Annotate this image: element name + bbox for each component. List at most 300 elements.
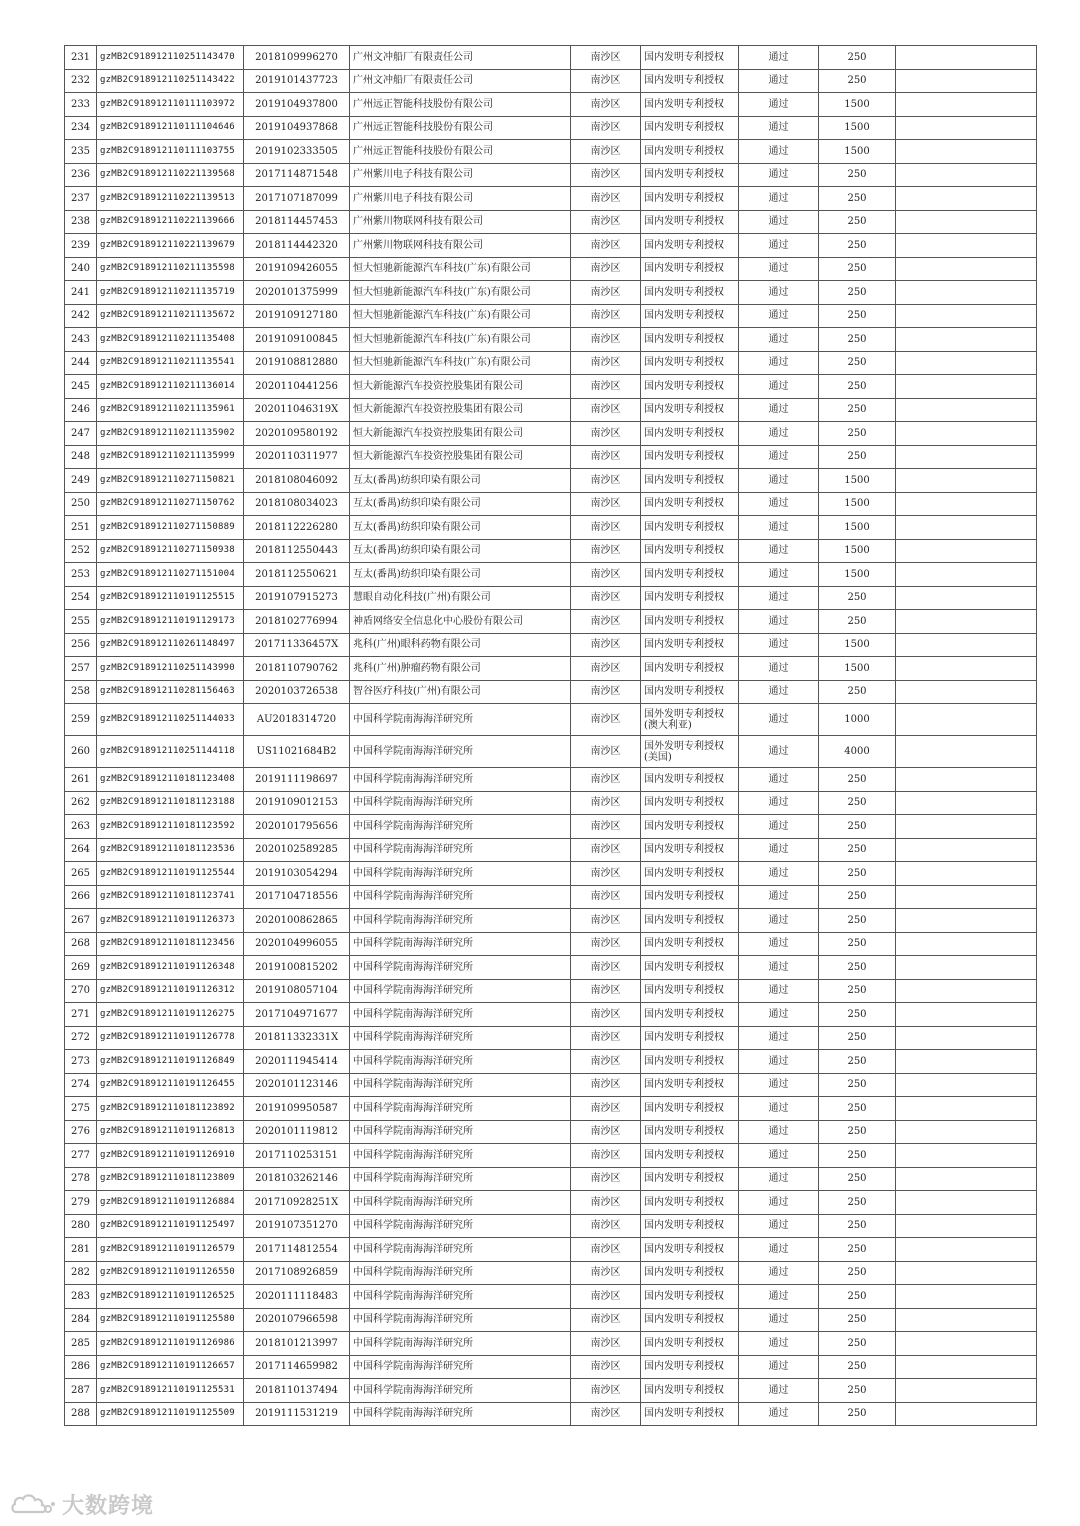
review-result-cell: 通过 bbox=[739, 1144, 819, 1168]
award-amount-cell: 250 bbox=[819, 1073, 896, 1097]
row-number-cell: 239 bbox=[65, 234, 97, 258]
row-number-cell: 255 bbox=[65, 610, 97, 634]
district-cell: 南沙区 bbox=[571, 1285, 641, 1309]
patent-number-cell: 2019100815202 bbox=[244, 956, 350, 980]
award-type-cell: 国内发明专利授权 bbox=[641, 1332, 739, 1356]
patent-number-cell: 2019109426055 bbox=[244, 257, 350, 281]
company-name-cell: 广州远正智能科技股份有限公司 bbox=[350, 116, 571, 140]
table-row bbox=[65, 736, 1037, 768]
row-number-cell: 287 bbox=[65, 1379, 97, 1403]
award-amount-cell: 250 bbox=[819, 1379, 896, 1403]
table-row bbox=[65, 563, 1037, 587]
award-amount-cell: 1500 bbox=[819, 563, 896, 587]
award-type-cell: 国外发明专利授权(澳大利亚) bbox=[641, 704, 739, 736]
application-code-cell: gzMB2C918912110191125544 bbox=[97, 862, 244, 886]
remarks-cell bbox=[896, 1214, 1037, 1238]
district-cell: 南沙区 bbox=[571, 140, 641, 164]
application-code-cell: gzMB2C918912110271151004 bbox=[97, 563, 244, 587]
patent-number-cell: 2018114457453 bbox=[244, 210, 350, 234]
district-cell: 南沙区 bbox=[571, 1120, 641, 1144]
award-amount-cell: 250 bbox=[819, 1167, 896, 1191]
review-result-cell: 通过 bbox=[739, 1167, 819, 1191]
application-code-cell: gzMB2C918912110191126657 bbox=[97, 1355, 244, 1379]
award-type-cell: 国内发明专利授权 bbox=[641, 93, 739, 117]
review-result-cell: 通过 bbox=[739, 1238, 819, 1262]
review-result-cell: 通过 bbox=[739, 1003, 819, 1027]
table-row bbox=[65, 93, 1037, 117]
patent-award-table bbox=[64, 45, 1037, 1426]
company-name-cell: 慧眼自动化科技(广州)有限公司 bbox=[350, 586, 571, 610]
district-cell: 南沙区 bbox=[571, 610, 641, 634]
remarks-cell bbox=[896, 563, 1037, 587]
award-type-cell: 国内发明专利授权 bbox=[641, 791, 739, 815]
review-result-cell: 通过 bbox=[739, 469, 819, 493]
award-type-cell: 国内发明专利授权 bbox=[641, 885, 739, 909]
award-amount-cell: 250 bbox=[819, 1144, 896, 1168]
award-type-cell: 国内发明专利授权 bbox=[641, 1050, 739, 1074]
district-cell: 南沙区 bbox=[571, 791, 641, 815]
row-number-cell: 280 bbox=[65, 1214, 97, 1238]
remarks-cell bbox=[896, 704, 1037, 736]
award-type-cell: 国内发明专利授权 bbox=[641, 768, 739, 792]
award-type-cell: 国内发明专利授权 bbox=[641, 1379, 739, 1403]
award-amount-cell: 250 bbox=[819, 210, 896, 234]
remarks-cell bbox=[896, 1073, 1037, 1097]
table-row bbox=[65, 69, 1037, 93]
table-row bbox=[65, 445, 1037, 469]
award-amount-cell: 250 bbox=[819, 610, 896, 634]
award-amount-cell: 250 bbox=[819, 1285, 896, 1309]
patent-number-cell: 2017114871548 bbox=[244, 163, 350, 187]
remarks-cell bbox=[896, 1402, 1037, 1426]
company-name-cell: 中国科学院南海海洋研究所 bbox=[350, 838, 571, 862]
review-result-cell: 通过 bbox=[739, 633, 819, 657]
row-number-cell: 251 bbox=[65, 516, 97, 540]
application-code-cell: gzMB2C918912110111104646 bbox=[97, 116, 244, 140]
award-type-cell: 国内发明专利授权 bbox=[641, 445, 739, 469]
patent-number-cell: 202011046319X bbox=[244, 398, 350, 422]
patent-number-cell: 2020111945414 bbox=[244, 1050, 350, 1074]
review-result-cell: 通过 bbox=[739, 492, 819, 516]
company-name-cell: 互太(番禺)纺织印染有限公司 bbox=[350, 563, 571, 587]
company-name-cell: 中国科学院南海海洋研究所 bbox=[350, 956, 571, 980]
application-code-cell: gzMB2C918912110271150762 bbox=[97, 492, 244, 516]
remarks-cell bbox=[896, 838, 1037, 862]
review-result-cell: 通过 bbox=[739, 680, 819, 704]
table-row bbox=[65, 838, 1037, 862]
patent-number-cell: 2018109996270 bbox=[244, 46, 350, 70]
review-result-cell: 通过 bbox=[739, 657, 819, 681]
application-code-cell: gzMB2C918912110191126579 bbox=[97, 1238, 244, 1262]
district-cell: 南沙区 bbox=[571, 932, 641, 956]
application-code-cell: gzMB2C918912110221139679 bbox=[97, 234, 244, 258]
award-amount-cell: 250 bbox=[819, 1261, 896, 1285]
award-amount-cell: 1500 bbox=[819, 633, 896, 657]
table-row bbox=[65, 1120, 1037, 1144]
remarks-cell bbox=[896, 657, 1037, 681]
award-type-cell: 国内发明专利授权 bbox=[641, 69, 739, 93]
award-amount-cell: 250 bbox=[819, 956, 896, 980]
award-type-cell: 国内发明专利授权 bbox=[641, 234, 739, 258]
patent-number-cell: 2020103726538 bbox=[244, 680, 350, 704]
review-result-cell: 通过 bbox=[739, 1261, 819, 1285]
row-number-cell: 234 bbox=[65, 116, 97, 140]
remarks-cell bbox=[896, 46, 1037, 70]
award-type-cell: 国内发明专利授权 bbox=[641, 586, 739, 610]
company-name-cell: 中国科学院南海海洋研究所 bbox=[350, 815, 571, 839]
district-cell: 南沙区 bbox=[571, 586, 641, 610]
remarks-cell bbox=[896, 815, 1037, 839]
table-row bbox=[65, 1238, 1037, 1262]
award-type-cell: 国内发明专利授权 bbox=[641, 116, 739, 140]
award-amount-cell: 250 bbox=[819, 885, 896, 909]
remarks-cell bbox=[896, 885, 1037, 909]
table-row bbox=[65, 956, 1037, 980]
row-number-cell: 266 bbox=[65, 885, 97, 909]
row-number-cell: 235 bbox=[65, 140, 97, 164]
award-amount-cell: 250 bbox=[819, 1355, 896, 1379]
row-number-cell: 246 bbox=[65, 398, 97, 422]
application-code-cell: gzMB2C918912110251143470 bbox=[97, 46, 244, 70]
company-name-cell: 恒大新能源汽车投资控股集团有限公司 bbox=[350, 445, 571, 469]
award-amount-cell: 250 bbox=[819, 1097, 896, 1121]
row-number-cell: 232 bbox=[65, 69, 97, 93]
review-result-cell: 通过 bbox=[739, 398, 819, 422]
row-number-cell: 283 bbox=[65, 1285, 97, 1309]
award-amount-cell: 250 bbox=[819, 768, 896, 792]
patent-number-cell: 2018112550621 bbox=[244, 563, 350, 587]
row-number-cell: 275 bbox=[65, 1097, 97, 1121]
patent-number-cell: 2020110441256 bbox=[244, 375, 350, 399]
award-type-cell: 国内发明专利授权 bbox=[641, 492, 739, 516]
table-row bbox=[65, 586, 1037, 610]
patent-number-cell: 2020110311977 bbox=[244, 445, 350, 469]
patent-number-cell: 2018103262146 bbox=[244, 1167, 350, 1191]
remarks-cell bbox=[896, 736, 1037, 768]
award-type-cell: 国内发明专利授权 bbox=[641, 1308, 739, 1332]
company-name-cell: 中国科学院南海海洋研究所 bbox=[350, 768, 571, 792]
remarks-cell bbox=[896, 398, 1037, 422]
table-row bbox=[65, 469, 1037, 493]
company-name-cell: 恒大新能源汽车投资控股集团有限公司 bbox=[350, 398, 571, 422]
district-cell: 南沙区 bbox=[571, 736, 641, 768]
patent-number-cell: 2018110137494 bbox=[244, 1379, 350, 1403]
table-row bbox=[65, 304, 1037, 328]
patent-number-cell: 2019108057104 bbox=[244, 979, 350, 1003]
table-row bbox=[65, 163, 1037, 187]
row-number-cell: 245 bbox=[65, 375, 97, 399]
table-row bbox=[65, 1379, 1037, 1403]
district-cell: 南沙区 bbox=[571, 704, 641, 736]
remarks-cell bbox=[896, 281, 1037, 305]
district-cell: 南沙区 bbox=[571, 1097, 641, 1121]
remarks-cell bbox=[896, 140, 1037, 164]
award-amount-cell: 250 bbox=[819, 257, 896, 281]
remarks-cell bbox=[896, 586, 1037, 610]
company-name-cell: 神盾网络安全信息化中心股份有限公司 bbox=[350, 610, 571, 634]
review-result-cell: 通过 bbox=[739, 422, 819, 446]
remarks-cell bbox=[896, 1238, 1037, 1262]
application-code-cell: gzMB2C918912110191126884 bbox=[97, 1191, 244, 1215]
row-number-cell: 273 bbox=[65, 1050, 97, 1074]
company-name-cell: 广州远正智能科技股份有限公司 bbox=[350, 93, 571, 117]
award-amount-cell: 1500 bbox=[819, 93, 896, 117]
company-name-cell: 中国科学院南海海洋研究所 bbox=[350, 736, 571, 768]
application-code-cell: gzMB2C918912110111103972 bbox=[97, 93, 244, 117]
district-cell: 南沙区 bbox=[571, 69, 641, 93]
award-type-cell: 国内发明专利授权 bbox=[641, 1097, 739, 1121]
application-code-cell: gzMB2C918912110191126525 bbox=[97, 1285, 244, 1309]
company-name-cell: 广州紫川电子科技有限公司 bbox=[350, 163, 571, 187]
application-code-cell: gzMB2C918912110221139513 bbox=[97, 187, 244, 211]
row-number-cell: 264 bbox=[65, 838, 97, 862]
award-type-cell: 国内发明专利授权 bbox=[641, 46, 739, 70]
district-cell: 南沙区 bbox=[571, 909, 641, 933]
table-row bbox=[65, 116, 1037, 140]
remarks-cell bbox=[896, 445, 1037, 469]
award-type-cell: 国内发明专利授权 bbox=[641, 1238, 739, 1262]
remarks-cell bbox=[896, 680, 1037, 704]
award-amount-cell: 250 bbox=[819, 1214, 896, 1238]
table-row bbox=[65, 140, 1037, 164]
table-row bbox=[65, 1144, 1037, 1168]
district-cell: 南沙区 bbox=[571, 116, 641, 140]
review-result-cell: 通过 bbox=[739, 885, 819, 909]
application-code-cell: gzMB2C918912110191126986 bbox=[97, 1332, 244, 1356]
district-cell: 南沙区 bbox=[571, 956, 641, 980]
cloud-logo-icon bbox=[10, 1492, 56, 1518]
table-row bbox=[65, 1003, 1037, 1027]
row-number-cell: 253 bbox=[65, 563, 97, 587]
award-amount-cell: 250 bbox=[819, 46, 896, 70]
application-code-cell: gzMB2C918912110191125515 bbox=[97, 586, 244, 610]
district-cell: 南沙区 bbox=[571, 46, 641, 70]
award-amount-cell: 250 bbox=[819, 586, 896, 610]
application-code-cell: gzMB2C918912110181123892 bbox=[97, 1097, 244, 1121]
remarks-cell bbox=[896, 163, 1037, 187]
application-code-cell: gzMB2C918912110211135902 bbox=[97, 422, 244, 446]
row-number-cell: 277 bbox=[65, 1144, 97, 1168]
patent-number-cell: 2018112550443 bbox=[244, 539, 350, 563]
review-result-cell: 通过 bbox=[739, 1332, 819, 1356]
company-name-cell: 恒大新能源汽车投资控股集团有限公司 bbox=[350, 375, 571, 399]
district-cell: 南沙区 bbox=[571, 1214, 641, 1238]
row-number-cell: 240 bbox=[65, 257, 97, 281]
review-result-cell: 通过 bbox=[739, 586, 819, 610]
award-amount-cell: 1500 bbox=[819, 516, 896, 540]
remarks-cell bbox=[896, 633, 1037, 657]
row-number-cell: 263 bbox=[65, 815, 97, 839]
company-name-cell: 兆科(广州)肿瘤药物有限公司 bbox=[350, 657, 571, 681]
award-type-cell: 国内发明专利授权 bbox=[641, 909, 739, 933]
company-name-cell: 中国科学院南海海洋研究所 bbox=[350, 1308, 571, 1332]
application-code-cell: gzMB2C918912110191126910 bbox=[97, 1144, 244, 1168]
application-code-cell: gzMB2C918912110211135961 bbox=[97, 398, 244, 422]
district-cell: 南沙区 bbox=[571, 1144, 641, 1168]
row-number-cell: 269 bbox=[65, 956, 97, 980]
award-type-cell: 国内发明专利授权 bbox=[641, 304, 739, 328]
application-code-cell: gzMB2C918912110191125509 bbox=[97, 1402, 244, 1426]
company-name-cell: 中国科学院南海海洋研究所 bbox=[350, 1144, 571, 1168]
table-row bbox=[65, 704, 1037, 736]
award-type-cell: 国内发明专利授权 bbox=[641, 140, 739, 164]
award-amount-cell: 250 bbox=[819, 1332, 896, 1356]
remarks-cell bbox=[896, 422, 1037, 446]
review-result-cell: 通过 bbox=[739, 281, 819, 305]
award-amount-cell: 250 bbox=[819, 69, 896, 93]
application-code-cell: gzMB2C918912110191126373 bbox=[97, 909, 244, 933]
review-result-cell: 通过 bbox=[739, 304, 819, 328]
award-type-cell: 国内发明专利授权 bbox=[641, 375, 739, 399]
review-result-cell: 通过 bbox=[739, 838, 819, 862]
award-amount-cell: 1500 bbox=[819, 140, 896, 164]
company-name-cell: 智谷医疗科技(广州)有限公司 bbox=[350, 680, 571, 704]
district-cell: 南沙区 bbox=[571, 815, 641, 839]
patent-number-cell: 2020107966598 bbox=[244, 1308, 350, 1332]
table-row bbox=[65, 398, 1037, 422]
application-code-cell: gzMB2C918912110221139666 bbox=[97, 210, 244, 234]
table-row bbox=[65, 1191, 1037, 1215]
award-type-cell: 国内发明专利授权 bbox=[641, 1402, 739, 1426]
award-type-cell: 国内发明专利授权 bbox=[641, 281, 739, 305]
application-code-cell: gzMB2C918912110191126813 bbox=[97, 1120, 244, 1144]
table-row bbox=[65, 187, 1037, 211]
award-type-cell: 国内发明专利授权 bbox=[641, 1003, 739, 1027]
review-result-cell: 通过 bbox=[739, 234, 819, 258]
company-name-cell: 恒大恒驰新能源汽车科技(广东)有限公司 bbox=[350, 304, 571, 328]
company-name-cell: 中国科学院南海海洋研究所 bbox=[350, 1238, 571, 1262]
district-cell: 南沙区 bbox=[571, 257, 641, 281]
application-code-cell: gzMB2C918912110211136014 bbox=[97, 375, 244, 399]
application-code-cell: gzMB2C918912110181123408 bbox=[97, 768, 244, 792]
row-number-cell: 238 bbox=[65, 210, 97, 234]
remarks-cell bbox=[896, 979, 1037, 1003]
award-amount-cell: 4000 bbox=[819, 736, 896, 768]
district-cell: 南沙区 bbox=[571, 281, 641, 305]
table-row bbox=[65, 1308, 1037, 1332]
row-number-cell: 259 bbox=[65, 704, 97, 736]
award-amount-cell: 250 bbox=[819, 422, 896, 446]
patent-number-cell: 2019111198697 bbox=[244, 768, 350, 792]
company-name-cell: 中国科学院南海海洋研究所 bbox=[350, 1167, 571, 1191]
award-amount-cell: 250 bbox=[819, 351, 896, 375]
patent-number-cell: 2019111531219 bbox=[244, 1402, 350, 1426]
row-number-cell: 248 bbox=[65, 445, 97, 469]
award-amount-cell: 250 bbox=[819, 979, 896, 1003]
award-amount-cell: 1000 bbox=[819, 704, 896, 736]
review-result-cell: 通过 bbox=[739, 163, 819, 187]
company-name-cell: 中国科学院南海海洋研究所 bbox=[350, 1402, 571, 1426]
patent-number-cell: 2020102589285 bbox=[244, 838, 350, 862]
remarks-cell bbox=[896, 768, 1037, 792]
company-name-cell: 中国科学院南海海洋研究所 bbox=[350, 1261, 571, 1285]
review-result-cell: 通过 bbox=[739, 1191, 819, 1215]
review-result-cell: 通过 bbox=[739, 257, 819, 281]
company-name-cell: 中国科学院南海海洋研究所 bbox=[350, 932, 571, 956]
company-name-cell: 中国科学院南海海洋研究所 bbox=[350, 1073, 571, 1097]
district-cell: 南沙区 bbox=[571, 1191, 641, 1215]
company-name-cell: 互太(番禺)纺织印染有限公司 bbox=[350, 469, 571, 493]
company-name-cell: 中国科学院南海海洋研究所 bbox=[350, 1191, 571, 1215]
award-type-cell: 国内发明专利授权 bbox=[641, 657, 739, 681]
award-type-cell: 国内发明专利授权 bbox=[641, 1214, 739, 1238]
table-row bbox=[65, 351, 1037, 375]
application-code-cell: gzMB2C918912110271150938 bbox=[97, 539, 244, 563]
remarks-cell bbox=[896, 1308, 1037, 1332]
award-amount-cell: 250 bbox=[819, 1308, 896, 1332]
award-type-cell: 国内发明专利授权 bbox=[641, 680, 739, 704]
table-body bbox=[65, 46, 1037, 1426]
review-result-cell: 通过 bbox=[739, 736, 819, 768]
award-type-cell: 国内发明专利授权 bbox=[641, 979, 739, 1003]
award-amount-cell: 1500 bbox=[819, 657, 896, 681]
remarks-cell bbox=[896, 1120, 1037, 1144]
patent-number-cell: 2019109127180 bbox=[244, 304, 350, 328]
award-type-cell: 国内发明专利授权 bbox=[641, 815, 739, 839]
review-result-cell: 通过 bbox=[739, 956, 819, 980]
remarks-cell bbox=[896, 257, 1037, 281]
award-type-cell: 国内发明专利授权 bbox=[641, 398, 739, 422]
watermark-text: 大数跨境 bbox=[62, 1494, 155, 1519]
application-code-cell: gzMB2C918912110181123809 bbox=[97, 1167, 244, 1191]
table-row bbox=[65, 633, 1037, 657]
application-code-cell: gzMB2C918912110211135999 bbox=[97, 445, 244, 469]
remarks-cell bbox=[896, 351, 1037, 375]
patent-number-cell: 2018101213997 bbox=[244, 1332, 350, 1356]
award-type-cell: 国内发明专利授权 bbox=[641, 633, 739, 657]
application-code-cell: gzMB2C918912110191126455 bbox=[97, 1073, 244, 1097]
district-cell: 南沙区 bbox=[571, 680, 641, 704]
patent-number-cell: 2017114659982 bbox=[244, 1355, 350, 1379]
remarks-cell bbox=[896, 328, 1037, 352]
application-code-cell: gzMB2C918912110251143990 bbox=[97, 657, 244, 681]
row-number-cell: 237 bbox=[65, 187, 97, 211]
company-name-cell: 中国科学院南海海洋研究所 bbox=[350, 862, 571, 886]
award-type-cell: 国内发明专利授权 bbox=[641, 351, 739, 375]
remarks-cell bbox=[896, 492, 1037, 516]
district-cell: 南沙区 bbox=[571, 187, 641, 211]
application-code-cell: gzMB2C918912110261148497 bbox=[97, 633, 244, 657]
review-result-cell: 通过 bbox=[739, 563, 819, 587]
company-name-cell: 广州远正智能科技股份有限公司 bbox=[350, 140, 571, 164]
application-code-cell: gzMB2C918912110251143422 bbox=[97, 69, 244, 93]
award-type-cell: 国内发明专利授权 bbox=[641, 1355, 739, 1379]
remarks-cell bbox=[896, 375, 1037, 399]
review-result-cell: 通过 bbox=[739, 375, 819, 399]
patent-number-cell: 2020101795656 bbox=[244, 815, 350, 839]
row-number-cell: 279 bbox=[65, 1191, 97, 1215]
table-row bbox=[65, 1073, 1037, 1097]
remarks-cell bbox=[896, 1285, 1037, 1309]
award-amount-cell: 250 bbox=[819, 932, 896, 956]
review-result-cell: 通过 bbox=[739, 46, 819, 70]
patent-number-cell: 201710928251X bbox=[244, 1191, 350, 1215]
district-cell: 南沙区 bbox=[571, 885, 641, 909]
row-number-cell: 256 bbox=[65, 633, 97, 657]
district-cell: 南沙区 bbox=[571, 469, 641, 493]
application-code-cell: gzMB2C918912110181123456 bbox=[97, 932, 244, 956]
award-type-cell: 国内发明专利授权 bbox=[641, 1073, 739, 1097]
patent-number-cell: 2019107351270 bbox=[244, 1214, 350, 1238]
company-name-cell: 互太(番禺)纺织印染有限公司 bbox=[350, 539, 571, 563]
remarks-cell bbox=[896, 1261, 1037, 1285]
patent-number-cell: 2017104718556 bbox=[244, 885, 350, 909]
remarks-cell bbox=[896, 469, 1037, 493]
district-cell: 南沙区 bbox=[571, 979, 641, 1003]
application-code-cell: gzMB2C918912110211135541 bbox=[97, 351, 244, 375]
award-amount-cell: 250 bbox=[819, 909, 896, 933]
row-number-cell: 249 bbox=[65, 469, 97, 493]
